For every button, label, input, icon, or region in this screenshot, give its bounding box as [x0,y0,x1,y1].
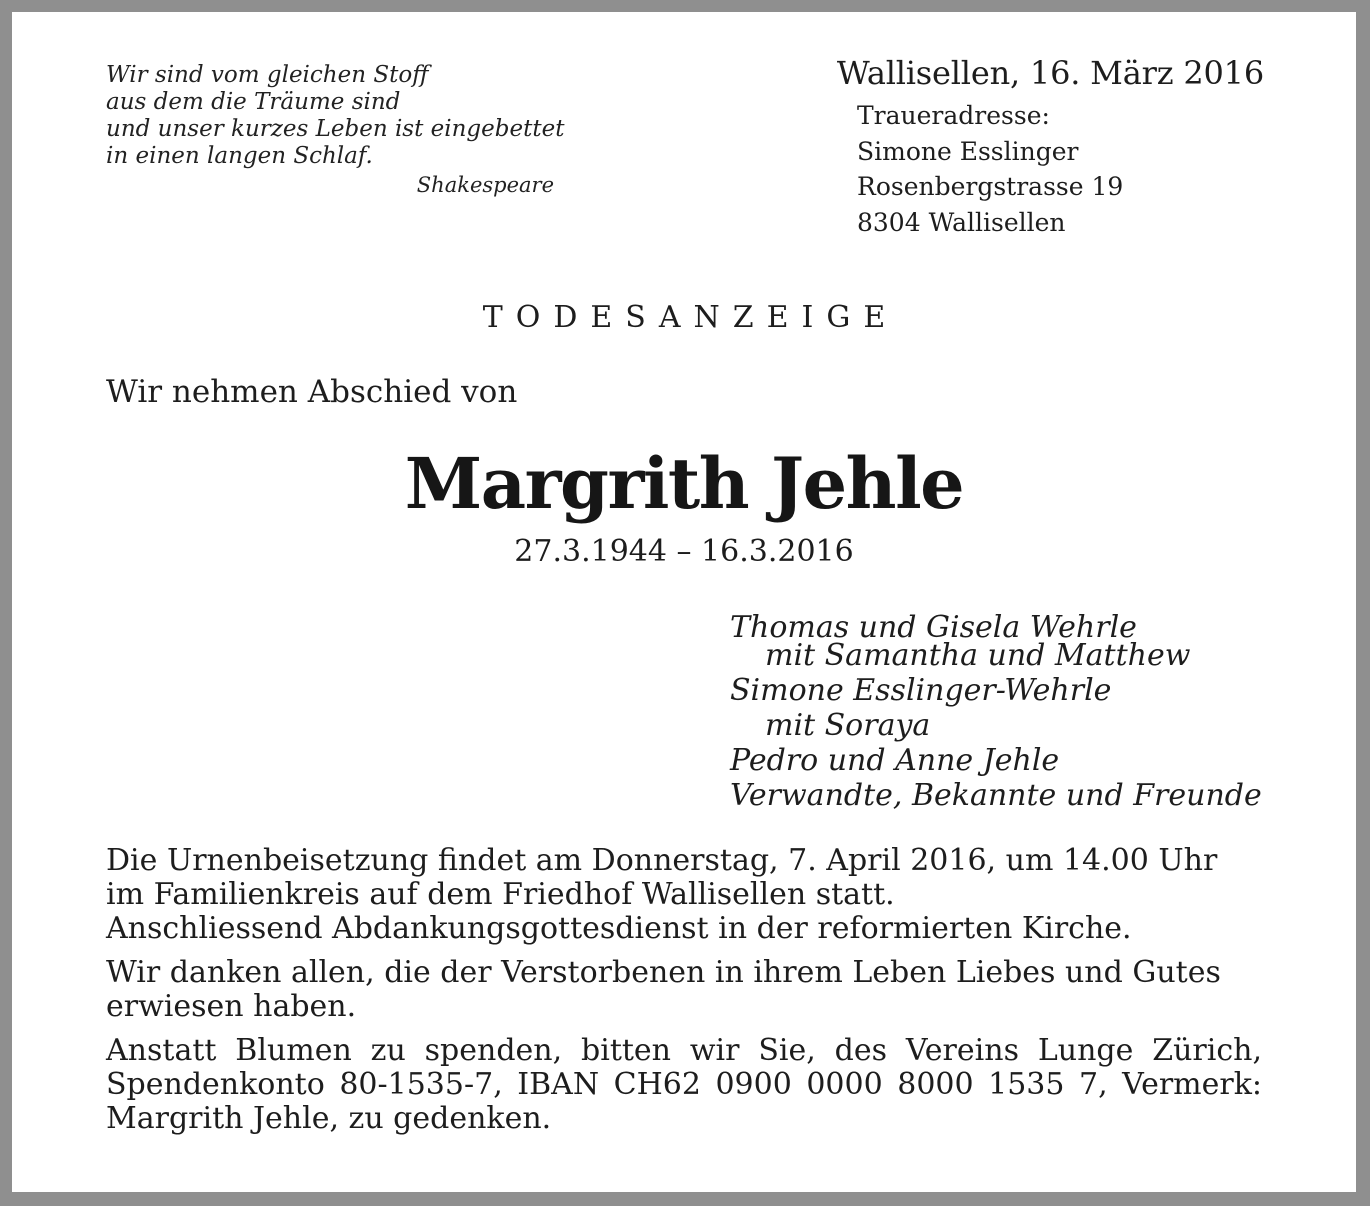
quote-line: und unser kurzes Leben ist eingebettet [106,116,565,142]
intro-text: Wir nehmen Abschied von [106,374,518,410]
notice-heading: TODESANZEIGE [482,300,899,335]
life-dates: 27.3.1944 – 16.3.2016 [514,534,854,569]
quote-line: aus dem die Träume sind [106,89,401,115]
mourner-entry: Simone Esslinger-Wehrle [730,673,1112,708]
place-and-date: Wallisellen, 16. März 2016 [836,54,1264,92]
address-label: Traueradresse: [857,101,1050,130]
quote-line: Wir sind vom gleichen Stoff [106,62,429,88]
ceremony-line: Die Urnenbeisetzung findet am Donnerstag, 7. April 2016, um 14.00 Uhr [106,843,1218,878]
quote-line: in einen langen Schlaf. [106,143,373,169]
ceremony-line: Anschliessend Abdankungsgottesdienst in der reformierten Kirche. [106,911,1132,946]
mourner-entry: Thomas und Gisela Wehrle [730,610,1137,645]
mourner-entry: mit Samantha und Matthew [765,638,1191,673]
mourner-entry: Verwandte, Bekannte und Freunde [730,778,1262,813]
address-city: 8304 Wallisellen [857,207,1066,237]
ceremony-paragraph [106,844,1262,946]
address-street: Rosenbergstrasse 19 [857,172,1124,201]
mourner-entry: mit Soraya [765,708,931,743]
donation-paragraph: Anstatt Blumen zu spenden, bitten wir Sie, des Vereins Lunge Zürich, Spendenkonto 80-1535-7, IBAN CH62 0900 0000 8000 1535 7, Vermerk: Margrith Jehle, zu gedenken. [106,1033,1262,1136]
mourner-entry: Pedro und Anne Jehle [730,743,1060,778]
obituary-page [12,12,1356,1192]
thanks-paragraph: Wir danken allen, die der Verstorbenen in ihrem Leben Liebes und Gutes erwiesen haben. [106,955,1221,1024]
deceased-name: Margrith Jehle [404,442,964,525]
mourning-address [857,98,1123,240]
quote-author: Shakespeare [416,173,554,197]
mourners-list [730,610,1262,813]
address-name: Simone Esslinger [857,136,1079,166]
quote-block [106,62,564,199]
funeral-notice [106,844,1262,1146]
ceremony-line: im Familienkreis auf dem Friedhof Wallisellen statt. [106,877,895,912]
